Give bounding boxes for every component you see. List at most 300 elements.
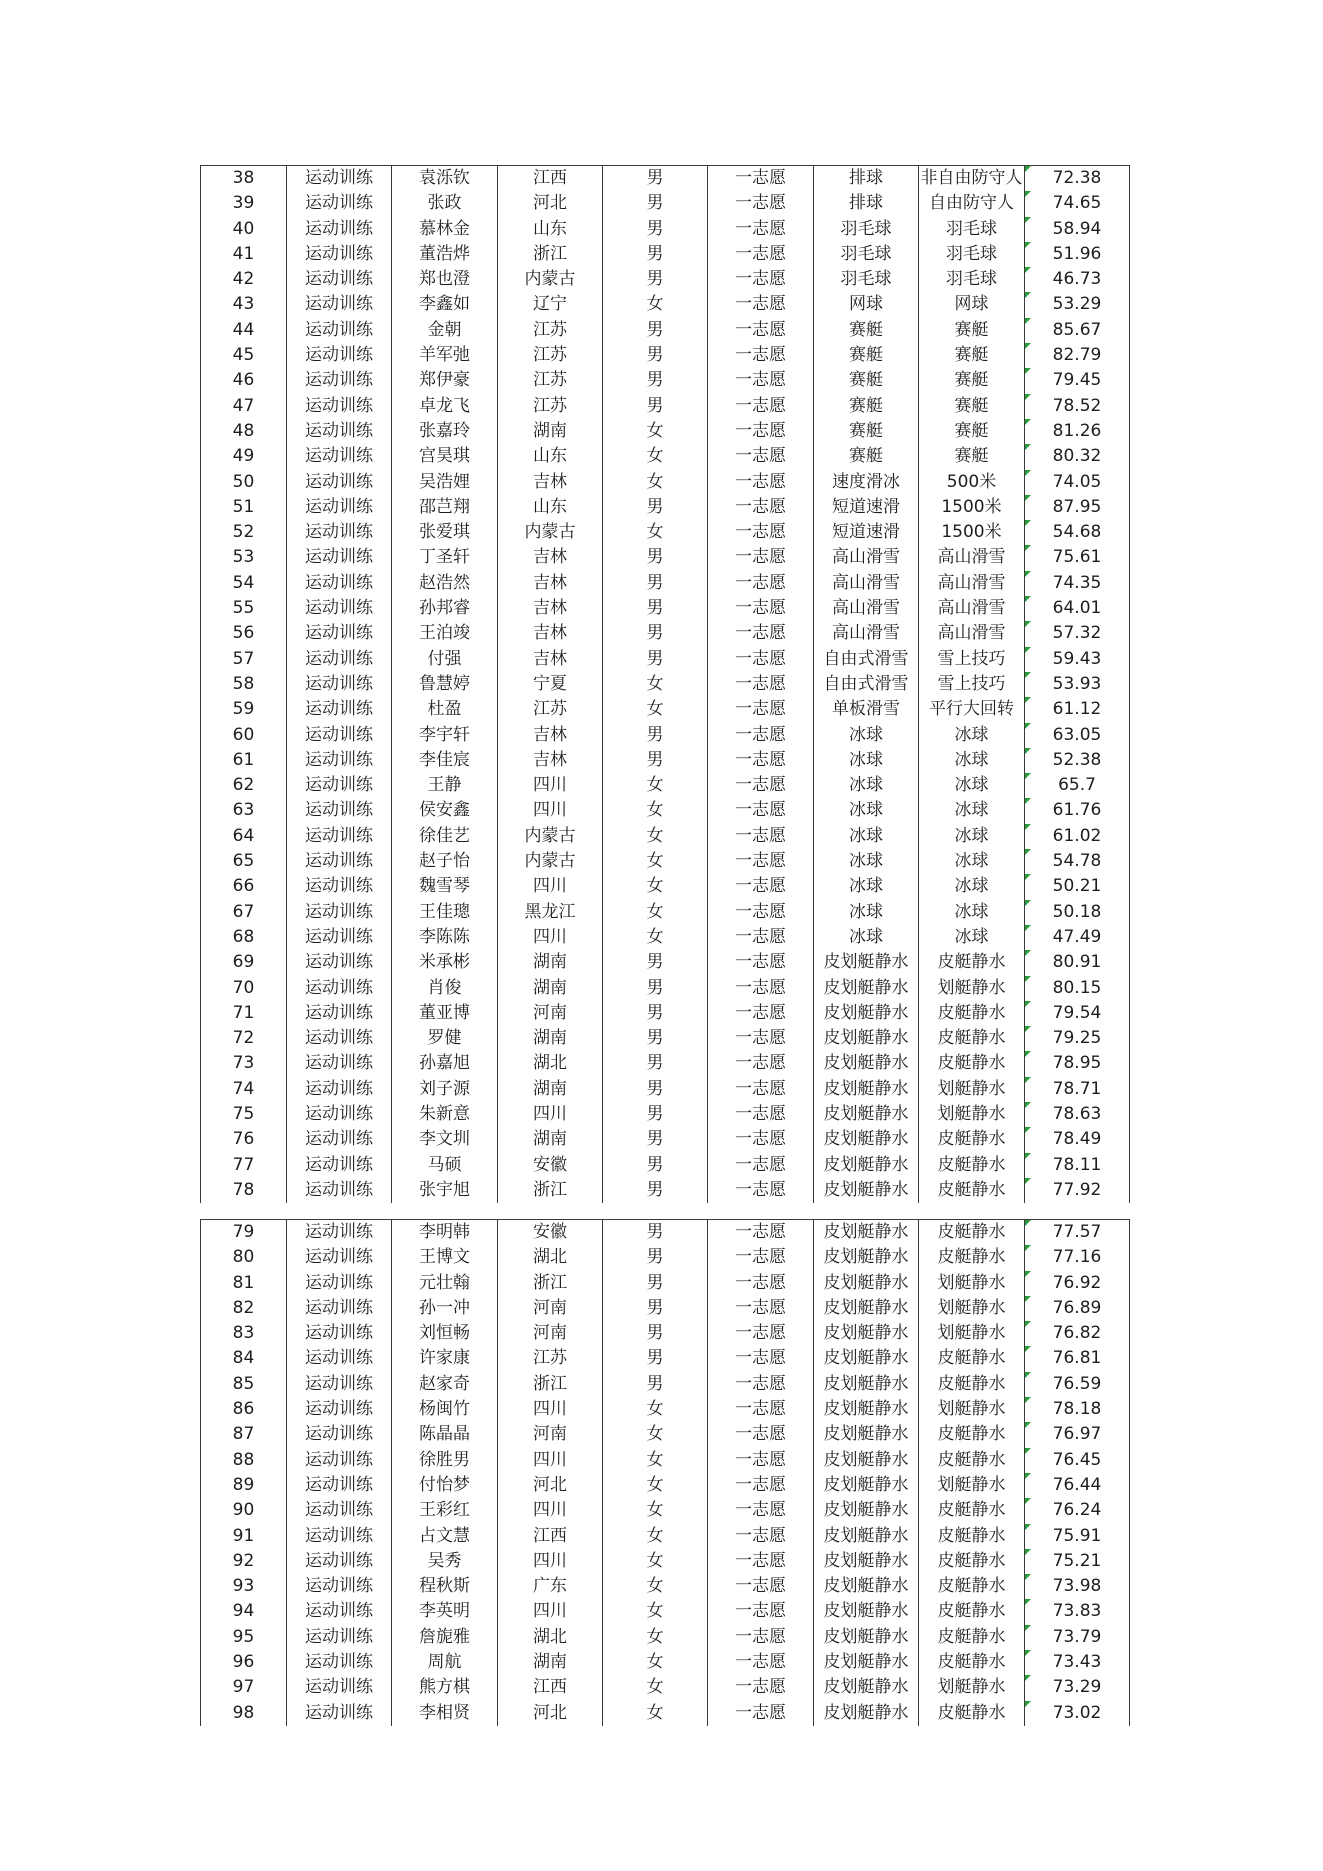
score-value: 65.7 <box>1058 775 1096 796</box>
cell-score <box>1025 520 1130 545</box>
cell-sport: 赛艇 <box>814 394 919 419</box>
cell-gender: 女 <box>603 1625 708 1650</box>
score-value: 78.71 <box>1052 1078 1102 1099</box>
cell-sport: 冰球 <box>814 849 919 874</box>
cell-preference: 一志愿 <box>708 1127 814 1152</box>
table-row <box>200 191 1130 216</box>
cell-sport: 短道速滑 <box>814 520 919 545</box>
cell-index: 51 <box>200 495 287 520</box>
cell-score <box>1025 672 1130 697</box>
cell-index: 61 <box>200 748 287 773</box>
green-triangle-indicator-icon <box>1025 697 1031 703</box>
cell-major: 运动训练 <box>287 1220 392 1245</box>
cell-preference: 一志愿 <box>708 900 814 925</box>
cell-index: 76 <box>200 1127 287 1152</box>
cell-student-name: 吴浩娌 <box>392 470 498 495</box>
cell-score <box>1025 1245 1130 1270</box>
cell-event: 皮艇静水 <box>919 1574 1025 1599</box>
cell-province: 吉林 <box>498 596 603 621</box>
cell-score <box>1025 1026 1130 1051</box>
cell-index: 68 <box>200 925 287 950</box>
cell-sport: 皮划艇静水 <box>814 1625 919 1650</box>
cell-score <box>1025 723 1130 748</box>
cell-province: 江西 <box>498 1675 603 1700</box>
table-row <box>200 1650 1130 1675</box>
cell-major: 运动训练 <box>287 621 392 646</box>
cell-sport: 冰球 <box>814 773 919 798</box>
table-row <box>200 166 1130 191</box>
green-triangle-indicator-icon <box>1025 672 1031 678</box>
cell-score <box>1025 1625 1130 1650</box>
cell-student-name: 侯安鑫 <box>392 798 498 823</box>
cell-province: 浙江 <box>498 1372 603 1397</box>
table-row <box>200 824 1130 849</box>
table-row <box>200 773 1130 798</box>
cell-major: 运动训练 <box>287 976 392 1001</box>
cell-event: 冰球 <box>919 748 1025 773</box>
cell-score <box>1025 495 1130 520</box>
cell-sport: 皮划艇静水 <box>814 1549 919 1574</box>
cell-gender: 男 <box>603 621 708 646</box>
cell-student-name: 马硕 <box>392 1153 498 1178</box>
cell-index: 62 <box>200 773 287 798</box>
table-row <box>200 950 1130 975</box>
cell-gender: 男 <box>603 950 708 975</box>
green-triangle-indicator-icon <box>1025 267 1031 273</box>
cell-preference: 一志愿 <box>708 647 814 672</box>
cell-student-name: 王佳璁 <box>392 900 498 925</box>
score-value: 76.44 <box>1052 1474 1102 1495</box>
cell-event: 赛艇 <box>919 343 1025 368</box>
green-triangle-indicator-icon <box>1025 1498 1031 1504</box>
cell-student-name: 王静 <box>392 773 498 798</box>
cell-province: 浙江 <box>498 1271 603 1296</box>
cell-index: 91 <box>200 1524 287 1549</box>
cell-event: 高山滑雪 <box>919 545 1025 570</box>
cell-event: 冰球 <box>919 849 1025 874</box>
cell-score <box>1025 976 1130 1001</box>
cell-province: 湖南 <box>498 1127 603 1152</box>
cell-event: 划艇静水 <box>919 976 1025 1001</box>
cell-student-name: 吴秀 <box>392 1549 498 1574</box>
score-value: 78.18 <box>1052 1399 1102 1420</box>
cell-score <box>1025 824 1130 849</box>
cell-student-name: 孙嘉旭 <box>392 1051 498 1076</box>
cell-event: 皮艇静水 <box>919 1153 1025 1178</box>
cell-index: 78 <box>200 1178 287 1203</box>
cell-province: 河北 <box>498 191 603 216</box>
cell-preference: 一志愿 <box>708 874 814 899</box>
cell-gender: 女 <box>603 773 708 798</box>
cell-sport: 皮划艇静水 <box>814 1127 919 1152</box>
cell-score <box>1025 1220 1130 1245</box>
table-row <box>200 1178 1130 1203</box>
cell-index: 84 <box>200 1346 287 1371</box>
cell-province: 辽宁 <box>498 292 603 317</box>
cell-score <box>1025 1102 1130 1127</box>
cell-student-name: 杨闽竹 <box>392 1397 498 1422</box>
cell-major: 运动训练 <box>287 723 392 748</box>
cell-province: 四川 <box>498 925 603 950</box>
cell-score <box>1025 900 1130 925</box>
cell-student-name: 金朝 <box>392 318 498 343</box>
cell-sport: 皮划艇静水 <box>814 1498 919 1523</box>
cell-score <box>1025 368 1130 393</box>
cell-sport: 冰球 <box>814 723 919 748</box>
cell-province: 四川 <box>498 798 603 823</box>
cell-index: 71 <box>200 1001 287 1026</box>
table-row <box>200 1599 1130 1624</box>
score-value: 75.61 <box>1052 547 1102 568</box>
cell-gender: 女 <box>603 1524 708 1549</box>
score-value: 52.38 <box>1052 749 1102 770</box>
table-row <box>200 1549 1130 1574</box>
table-row <box>200 1498 1130 1523</box>
cell-score <box>1025 697 1130 722</box>
cell-score <box>1025 1296 1130 1321</box>
cell-gender: 女 <box>603 798 708 823</box>
cell-event: 皮艇静水 <box>919 1220 1025 1245</box>
cell-event: 赛艇 <box>919 394 1025 419</box>
cell-score <box>1025 1473 1130 1498</box>
cell-preference: 一志愿 <box>708 1448 814 1473</box>
cell-province: 江苏 <box>498 1346 603 1371</box>
score-value: 73.29 <box>1052 1677 1102 1698</box>
green-triangle-indicator-icon <box>1025 723 1031 729</box>
cell-preference: 一志愿 <box>708 773 814 798</box>
cell-sport: 羽毛球 <box>814 242 919 267</box>
cell-province: 湖北 <box>498 1625 603 1650</box>
score-value: 61.12 <box>1052 699 1102 720</box>
cell-student-name: 许家康 <box>392 1346 498 1371</box>
cell-event: 冰球 <box>919 723 1025 748</box>
cell-gender: 女 <box>603 1599 708 1624</box>
cell-province: 江苏 <box>498 697 603 722</box>
cell-student-name: 孙邦睿 <box>392 596 498 621</box>
cell-event: 划艇静水 <box>919 1271 1025 1296</box>
cell-score <box>1025 1422 1130 1447</box>
cell-gender: 男 <box>603 318 708 343</box>
cell-major: 运动训练 <box>287 1001 392 1026</box>
cell-event: 划艇静水 <box>919 1077 1025 1102</box>
table-row <box>200 1574 1130 1599</box>
cell-score <box>1025 1397 1130 1422</box>
score-value: 77.92 <box>1052 1179 1102 1200</box>
score-value: 82.79 <box>1052 345 1102 366</box>
green-triangle-indicator-icon <box>1025 1178 1031 1184</box>
green-triangle-indicator-icon <box>1025 368 1031 374</box>
score-value: 61.02 <box>1052 825 1102 846</box>
cell-event: 皮艇静水 <box>919 1346 1025 1371</box>
cell-preference: 一志愿 <box>708 1051 814 1076</box>
cell-major: 运动训练 <box>287 874 392 899</box>
cell-province: 江苏 <box>498 318 603 343</box>
cell-preference: 一志愿 <box>708 976 814 1001</box>
score-value: 74.05 <box>1052 471 1102 492</box>
table-row <box>200 394 1130 419</box>
cell-score <box>1025 874 1130 899</box>
cell-sport: 高山滑雪 <box>814 545 919 570</box>
score-value: 78.11 <box>1052 1154 1102 1175</box>
cell-student-name: 慕林金 <box>392 217 498 242</box>
cell-index: 42 <box>200 267 287 292</box>
cell-event: 冰球 <box>919 773 1025 798</box>
cell-score <box>1025 748 1130 773</box>
cell-sport: 网球 <box>814 292 919 317</box>
cell-major: 运动训练 <box>287 1051 392 1076</box>
cell-major: 运动训练 <box>287 1498 392 1523</box>
cell-province: 湖南 <box>498 976 603 1001</box>
cell-preference: 一志愿 <box>708 1473 814 1498</box>
cell-gender: 男 <box>603 596 708 621</box>
cell-sport: 皮划艇静水 <box>814 1271 919 1296</box>
cell-gender: 男 <box>603 748 708 773</box>
cell-index: 65 <box>200 849 287 874</box>
cell-preference: 一志愿 <box>708 1296 814 1321</box>
cell-preference: 一志愿 <box>708 191 814 216</box>
table-row <box>200 1321 1130 1346</box>
cell-major: 运动训练 <box>287 1077 392 1102</box>
cell-sport: 皮划艇静水 <box>814 1346 919 1371</box>
cell-gender: 男 <box>603 976 708 1001</box>
cell-sport: 皮划艇静水 <box>814 950 919 975</box>
cell-score <box>1025 798 1130 823</box>
cell-gender: 女 <box>603 697 708 722</box>
cell-gender: 男 <box>603 545 708 570</box>
score-value: 74.65 <box>1052 193 1102 214</box>
cell-province: 内蒙古 <box>498 267 603 292</box>
cell-preference: 一志愿 <box>708 1549 814 1574</box>
green-triangle-indicator-icon <box>1025 1397 1031 1403</box>
cell-sport: 皮划艇静水 <box>814 1296 919 1321</box>
green-triangle-indicator-icon <box>1025 1599 1031 1605</box>
cell-event: 划艇静水 <box>919 1397 1025 1422</box>
cell-student-name: 孙一冲 <box>392 1296 498 1321</box>
cell-major: 运动训练 <box>287 950 392 975</box>
cell-index: 77 <box>200 1153 287 1178</box>
cell-index: 46 <box>200 368 287 393</box>
cell-index: 58 <box>200 672 287 697</box>
cell-event: 皮艇静水 <box>919 1422 1025 1447</box>
score-value: 87.95 <box>1052 496 1102 517</box>
score-value: 47.49 <box>1052 926 1102 947</box>
cell-event: 冰球 <box>919 900 1025 925</box>
cell-major: 运动训练 <box>287 1102 392 1127</box>
table-row <box>200 292 1130 317</box>
cell-index: 98 <box>200 1701 287 1726</box>
cell-student-name: 陈晶晶 <box>392 1422 498 1447</box>
cell-major: 运动训练 <box>287 1549 392 1574</box>
cell-event: 高山滑雪 <box>919 621 1025 646</box>
cell-preference: 一志愿 <box>708 166 814 191</box>
cell-student-name: 李佳宸 <box>392 748 498 773</box>
score-value: 80.91 <box>1052 952 1102 973</box>
green-triangle-indicator-icon <box>1025 1448 1031 1454</box>
cell-sport: 皮划艇静水 <box>814 1650 919 1675</box>
cell-preference: 一志愿 <box>708 697 814 722</box>
cell-sport: 赛艇 <box>814 419 919 444</box>
cell-index: 43 <box>200 292 287 317</box>
score-value: 78.49 <box>1052 1129 1102 1150</box>
cell-index: 63 <box>200 798 287 823</box>
cell-event: 1500米 <box>919 520 1025 545</box>
cell-province: 河南 <box>498 1422 603 1447</box>
cell-gender: 女 <box>603 1397 708 1422</box>
cell-score <box>1025 596 1130 621</box>
cell-preference: 一志愿 <box>708 1346 814 1371</box>
cell-index: 96 <box>200 1650 287 1675</box>
cell-gender: 女 <box>603 1473 708 1498</box>
cell-index: 81 <box>200 1271 287 1296</box>
score-value: 75.21 <box>1052 1550 1102 1571</box>
cell-student-name: 李陈陈 <box>392 925 498 950</box>
cell-index: 73 <box>200 1051 287 1076</box>
table-row <box>200 470 1130 495</box>
cell-score <box>1025 621 1130 646</box>
score-value: 79.45 <box>1052 370 1102 391</box>
cell-major: 运动训练 <box>287 1026 392 1051</box>
green-triangle-indicator-icon <box>1025 1346 1031 1352</box>
cell-sport: 皮划艇静水 <box>814 1473 919 1498</box>
cell-sport: 冰球 <box>814 824 919 849</box>
score-value: 81.26 <box>1052 420 1102 441</box>
cell-event: 雪上技巧 <box>919 647 1025 672</box>
green-triangle-indicator-icon <box>1025 1524 1031 1530</box>
cell-gender: 男 <box>603 1051 708 1076</box>
cell-index: 48 <box>200 419 287 444</box>
cell-event: 皮艇静水 <box>919 1051 1025 1076</box>
cell-sport: 高山滑雪 <box>814 596 919 621</box>
green-triangle-indicator-icon <box>1025 1026 1031 1032</box>
cell-sport: 冰球 <box>814 900 919 925</box>
green-triangle-indicator-icon <box>1025 545 1031 551</box>
table-row <box>200 495 1130 520</box>
cell-province: 浙江 <box>498 242 603 267</box>
table-row <box>200 1625 1130 1650</box>
cell-score <box>1025 950 1130 975</box>
cell-score <box>1025 191 1130 216</box>
cell-event: 皮艇静水 <box>919 1650 1025 1675</box>
cell-province: 内蒙古 <box>498 824 603 849</box>
score-value: 77.57 <box>1052 1222 1102 1242</box>
score-value: 73.83 <box>1052 1601 1102 1622</box>
cell-sport: 皮划艇静水 <box>814 1245 919 1270</box>
cell-event: 皮艇静水 <box>919 1026 1025 1051</box>
cell-preference: 一志愿 <box>708 1498 814 1523</box>
cell-major: 运动训练 <box>287 900 392 925</box>
green-triangle-indicator-icon <box>1025 166 1031 172</box>
cell-score <box>1025 925 1130 950</box>
cell-student-name: 付强 <box>392 647 498 672</box>
green-triangle-indicator-icon <box>1025 394 1031 400</box>
cell-sport: 皮划艇静水 <box>814 1102 919 1127</box>
cell-preference: 一志愿 <box>708 1321 814 1346</box>
cell-sport: 皮划艇静水 <box>814 1574 919 1599</box>
table-row <box>200 1026 1130 1051</box>
cell-index: 47 <box>200 394 287 419</box>
cell-event: 皮艇静水 <box>919 1524 1025 1549</box>
cell-major: 运动训练 <box>287 1422 392 1447</box>
green-triangle-indicator-icon <box>1025 242 1031 248</box>
score-value: 76.92 <box>1052 1272 1102 1293</box>
cell-preference: 一志愿 <box>708 292 814 317</box>
cell-gender: 女 <box>603 292 708 317</box>
cell-student-name: 周航 <box>392 1650 498 1675</box>
cell-event: 羽毛球 <box>919 217 1025 242</box>
cell-major: 运动训练 <box>287 1245 392 1270</box>
cell-score <box>1025 444 1130 469</box>
green-triangle-indicator-icon <box>1025 292 1031 298</box>
table-row <box>200 621 1130 646</box>
score-value: 54.78 <box>1052 851 1102 872</box>
cell-gender: 女 <box>603 520 708 545</box>
table-row <box>200 1271 1130 1296</box>
cell-major: 运动训练 <box>287 520 392 545</box>
score-value: 76.24 <box>1052 1500 1102 1521</box>
cell-student-name: 王泊竣 <box>392 621 498 646</box>
cell-sport: 皮划艇静水 <box>814 1220 919 1245</box>
cell-student-name: 李相贤 <box>392 1701 498 1726</box>
cell-index: 89 <box>200 1473 287 1498</box>
cell-province: 吉林 <box>498 571 603 596</box>
cell-preference: 一志愿 <box>708 1397 814 1422</box>
cell-student-name: 李鑫如 <box>392 292 498 317</box>
cell-province: 江西 <box>498 1524 603 1549</box>
cell-student-name: 詹旎雅 <box>392 1625 498 1650</box>
table-row <box>200 444 1130 469</box>
score-value: 80.32 <box>1052 446 1102 467</box>
score-value: 79.54 <box>1052 1002 1102 1023</box>
cell-sport: 皮划艇静水 <box>814 976 919 1001</box>
cell-index: 90 <box>200 1498 287 1523</box>
score-value: 50.18 <box>1052 901 1102 922</box>
table-row <box>200 318 1130 343</box>
cell-index: 74 <box>200 1077 287 1102</box>
cell-preference: 一志愿 <box>708 1372 814 1397</box>
cell-score <box>1025 849 1130 874</box>
cell-gender: 男 <box>603 1321 708 1346</box>
cell-sport: 皮划艇静水 <box>814 1077 919 1102</box>
cell-province: 江苏 <box>498 368 603 393</box>
green-triangle-indicator-icon <box>1025 1625 1031 1631</box>
cell-preference: 一志愿 <box>708 1001 814 1026</box>
cell-sport: 皮划艇静水 <box>814 1675 919 1700</box>
score-value: 73.43 <box>1052 1652 1102 1673</box>
cell-major: 运动训练 <box>287 242 392 267</box>
cell-major: 运动训练 <box>287 647 392 672</box>
cell-score <box>1025 545 1130 570</box>
cell-student-name: 占文慧 <box>392 1524 498 1549</box>
table-row <box>200 1675 1130 1700</box>
green-triangle-indicator-icon <box>1025 217 1031 223</box>
cell-province: 四川 <box>498 1549 603 1574</box>
cell-student-name: 袁泺钦 <box>392 166 498 191</box>
cell-gender: 女 <box>603 444 708 469</box>
cell-score <box>1025 1153 1130 1178</box>
score-value: 77.16 <box>1052 1247 1102 1268</box>
cell-event: 赛艇 <box>919 368 1025 393</box>
score-value: 54.68 <box>1052 522 1102 543</box>
cell-event: 皮艇静水 <box>919 1372 1025 1397</box>
cell-major: 运动训练 <box>287 545 392 570</box>
table-row <box>200 217 1130 242</box>
green-triangle-indicator-icon <box>1025 495 1031 501</box>
cell-major: 运动训练 <box>287 849 392 874</box>
cell-province: 湖北 <box>498 1051 603 1076</box>
cell-major: 运动训练 <box>287 495 392 520</box>
score-value: 53.93 <box>1052 673 1102 694</box>
cell-student-name: 丁圣轩 <box>392 545 498 570</box>
